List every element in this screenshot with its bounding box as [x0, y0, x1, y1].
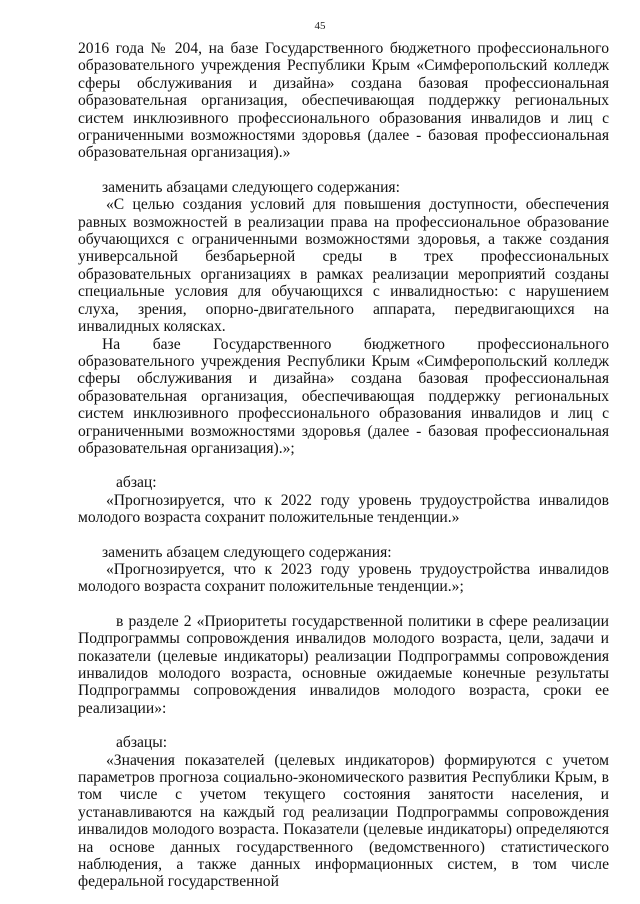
- paragraph-quoted-conditions: «С целью создания условий для повышения доступности, обеспечения равных возможностей в реализации права на профессиональное образование обучающихся с ограниченными возможностями здоровья, а также создания универсальной безбарьерной среды в трех профессиональных образовательных организациях в рамках реализации мероприятий созданы специальные условия для обучающихся с инвалидностью: с нарушением слуха, зрения, опорно-двигательного аппарата, передвигающихся на инвалидных колясках.: [78, 196, 609, 336]
- document-body: [78, 40, 609, 891]
- paragraph-continuation: 2016 года № 204, на базе Государственного бюджетного профессионального образовательного учреждения Республики Крым «Симферопольский колледж сферы обслуживания и дизайна» создана базовая профессиональная образовательная организация, обеспечивающая поддержку региональных систем инклюзивного профессионального образования инвалидов и лиц с ограниченными возможностями здоровья (далее - базовая профессиональная образовательная организация).»: [78, 40, 609, 162]
- paragraph-label-abzats: абзац:: [116, 474, 157, 492]
- page-number: 45: [314, 20, 326, 32]
- paragraph-instruction-replace-paragraphs: заменить абзацами следующего содержания:: [102, 178, 400, 196]
- paragraph-quoted-base-organization: На базе Государственного бюджетного профессионального образовательного учреждения Республики Крым «Симферопольский колледж сферы обслуживания и дизайна» создана базовая профессиональная образовательная организация, обеспечивающая поддержку региональных систем инклюзивного профессионального образования инвалидов и лиц с ограниченными возможностями здоровья (далее - базовая профессиональная образовательная организация).»;: [78, 335, 609, 457]
- paragraph-quoted-forecast-2023: «Прогнозируется, что к 2023 году уровень трудоустройства инвалидов молодого возраста сохранит положительные тенденции.»;: [78, 560, 609, 596]
- paragraph-quoted-indicator-values: «Значения показателей (целевых индикаторов) формируются с учетом параметров прогноза социально-экономического развития Республики Крым, в том числе с учетом текущего состояния занятости населения, и устанавливаются на каждый год реализации Подпрограммы сопровождения инвалидов молодого возраста. Показатели (целевые индикаторы) определяются на основе данных государственного (ведомственного) статистического наблюдения, а также данных информационных систем, в том числе федеральной государственной: [78, 751, 609, 891]
- paragraph-label-abzatsy: абзацы:: [116, 734, 168, 752]
- paragraph-instruction-replace-paragraph: заменить абзацем следующего содержания:: [102, 543, 392, 561]
- paragraph-quoted-forecast-2022: «Прогнозируется, что к 2022 году уровень трудоустройства инвалидов молодого возраста сохранит положительные тенденции.»: [78, 491, 609, 527]
- paragraph-section-2: в разделе 2 «Приоритеты государственной политики в сфере реализации Подпрограммы сопровождения инвалидов молодого возраста, цели, задачи и показатели (целевые индикаторы) реализации Подпрограммы сопровождения инвалидов молодого возраста, основные ожидаемые конечные результаты Подпрограммы сопровождения инвалидов молодого возраста, сроки ее реализации»:: [78, 612, 609, 717]
